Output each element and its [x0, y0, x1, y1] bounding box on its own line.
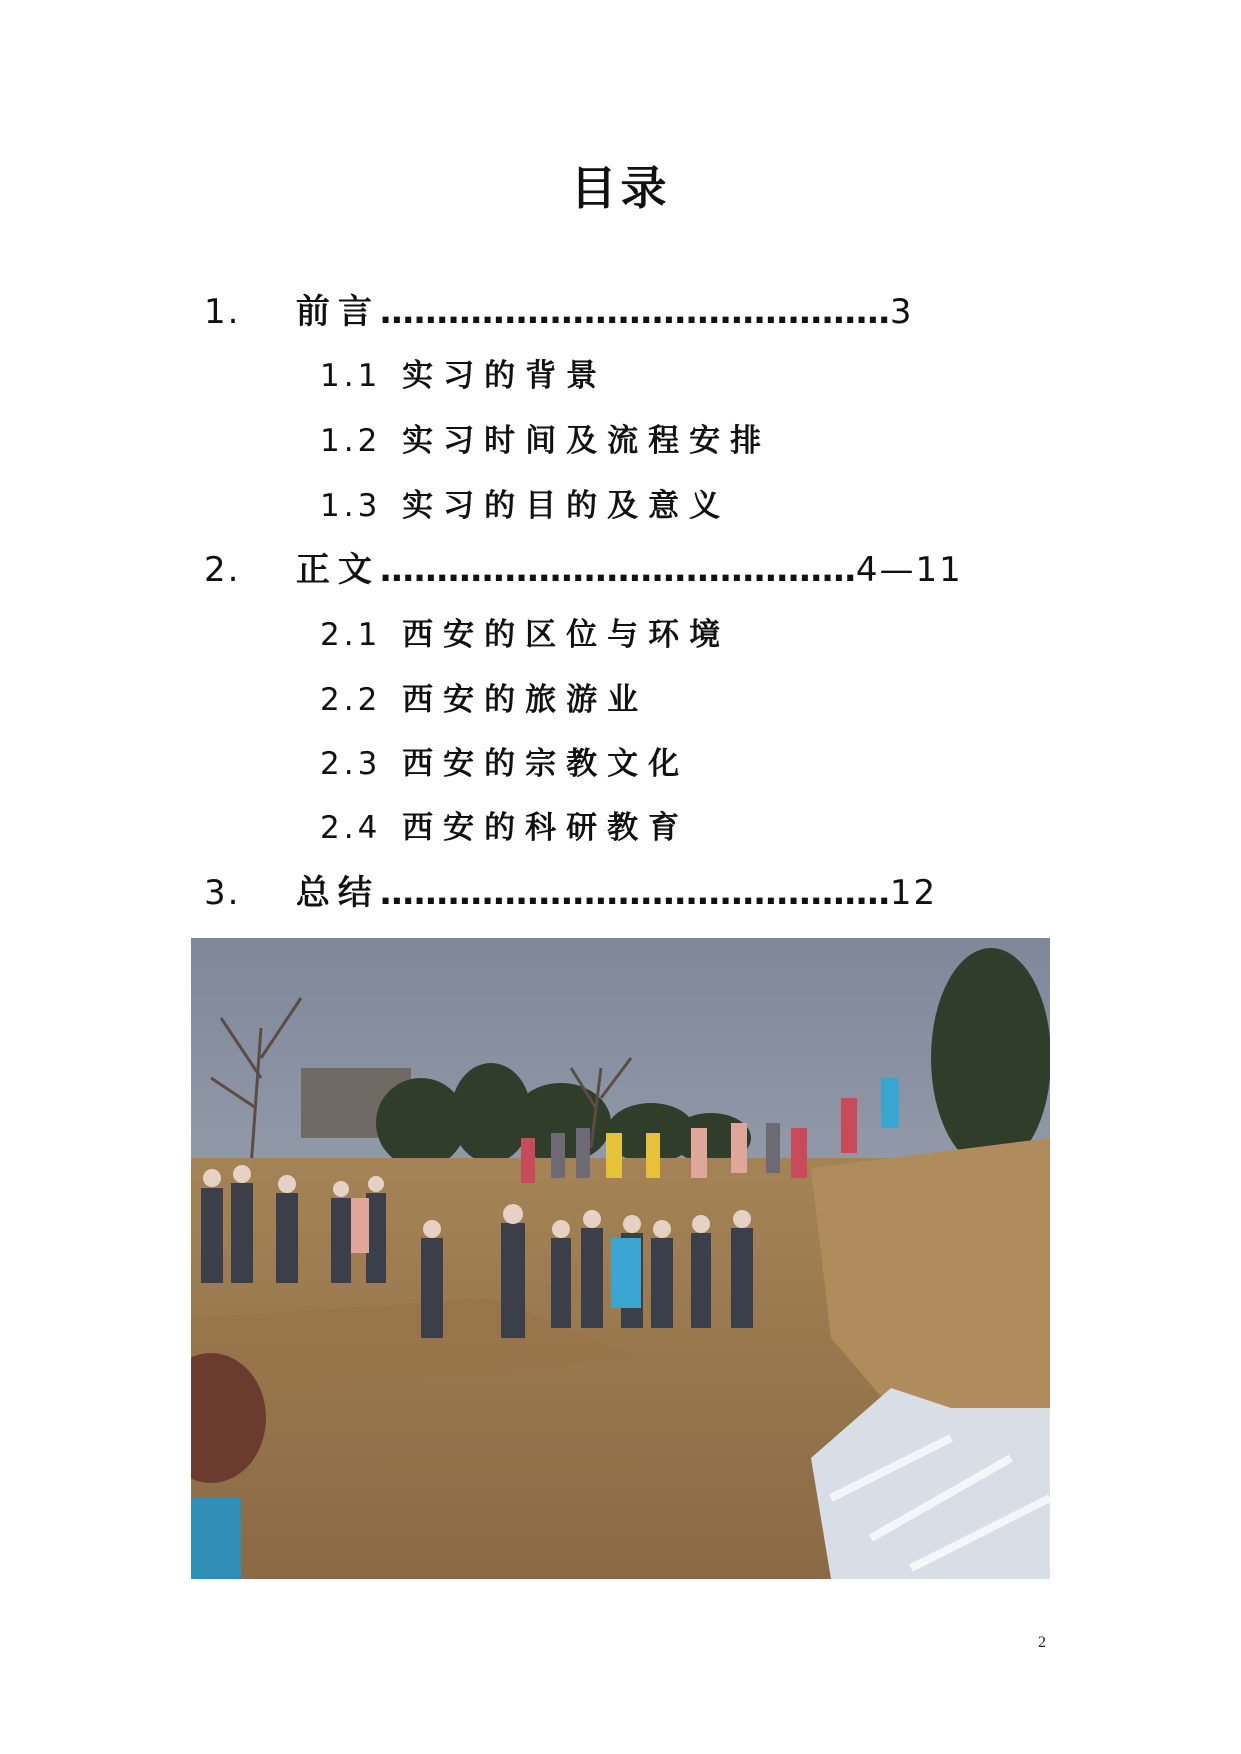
subsection-number: 2.1	[320, 617, 382, 653]
toc-title: 目录	[570, 161, 671, 215]
section-page: 12	[889, 873, 938, 913]
subsection-number: 2.3	[320, 746, 382, 782]
subsection-title: 实习的背景	[402, 358, 608, 394]
field-trip-photo	[191, 938, 1050, 1579]
toc-section-2[interactable]	[204, 550, 963, 590]
section-title: 前言	[295, 292, 380, 332]
page-number: 2	[1038, 1634, 1046, 1651]
subsection-title: 西安的旅游业	[402, 682, 649, 718]
toc-subsection-1-2[interactable]	[320, 421, 771, 461]
subsection-title: 实习的目的及意义	[402, 488, 731, 524]
toc-subsection-2-4[interactable]	[320, 808, 689, 848]
subsection-number: 2.2	[320, 682, 382, 718]
toc-subsection-2-3[interactable]	[320, 744, 689, 784]
leader-dots: ………………………………………	[379, 873, 890, 913]
subsection-title: 西安的科研教育	[402, 810, 690, 846]
leader-dots: ………………………………………	[379, 292, 890, 332]
section-number: 3.	[204, 873, 241, 913]
section-number: 2.	[204, 550, 241, 590]
subsection-number: 2.4	[320, 810, 382, 846]
toc-subsection-2-1[interactable]	[320, 615, 730, 655]
subsection-number: 1.2	[320, 423, 382, 459]
section-title: 总结	[295, 873, 380, 913]
field-trip-photo-illustration	[191, 938, 1050, 1579]
section-number: 1.	[204, 292, 241, 332]
toc-subsection-1-3[interactable]	[320, 486, 730, 526]
leader-dots: ……………………………………	[379, 550, 856, 590]
toc-section-3[interactable]	[204, 873, 937, 913]
subsection-title: 实习时间及流程安排	[402, 423, 772, 459]
section-page: 4—11	[855, 550, 963, 590]
subsection-title: 西安的区位与环境	[402, 617, 731, 653]
toc-subsection-2-2[interactable]	[320, 680, 648, 720]
section-page: 3	[889, 292, 914, 332]
toc-subsection-1-1[interactable]	[320, 356, 607, 396]
subsection-number: 1.1	[320, 358, 382, 394]
section-title: 正文	[295, 550, 380, 590]
toc-section-1[interactable]	[204, 292, 913, 332]
subsection-number: 1.3	[320, 488, 382, 524]
subsection-title: 西安的宗教文化	[402, 746, 690, 782]
foreground-person-jacket	[191, 1498, 241, 1579]
